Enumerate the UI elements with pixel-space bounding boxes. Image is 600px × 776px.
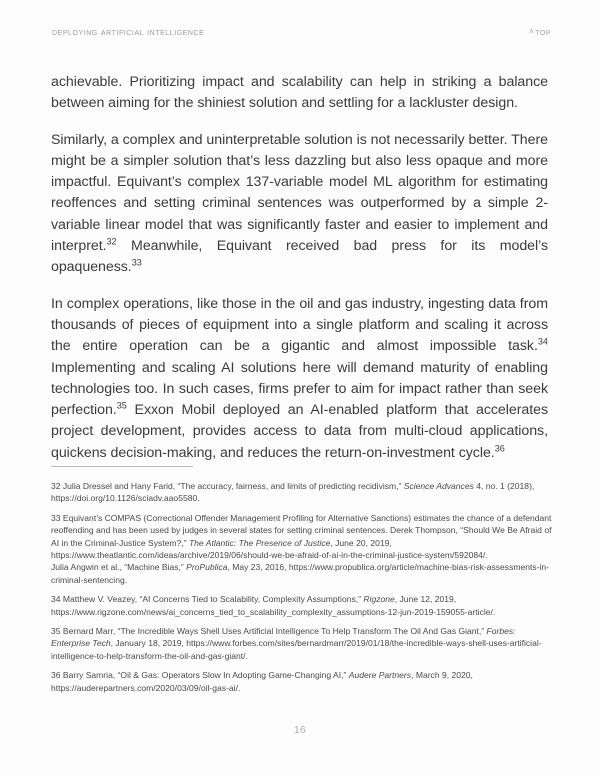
footnote-text: , June 12, 2019, https://www.rigzone.com/news/ai_concerns_tied_to_scalability_complexity_assumptions-12-jun-2019-159055-article/. <box>51 594 496 617</box>
footnote-35 <box>51 625 552 662</box>
paragraph-achievable <box>51 72 548 115</box>
footnote-text: 33 Equivant’s COMPAS (Correctional Offender Management Profiling for Alternative Sanctions) estimates the chance of a defendant reoffending and has been used by judges in several states for setting criminal sentences. Derek Thompson, “Should We Be Afraid of AI in the Criminal-Justice System?,” <box>51 512 552 548</box>
body-text-column <box>51 72 548 464</box>
footnote-text: , January 18, 2019, https://www.forbes.com/sites/bernardmarr/2019/01/18/the-incredible-ways-shell-uses-artificial-intelligence-to-help-transform-the-oil-and-gas-giant/. <box>51 638 542 661</box>
footnote-italic-title: The Atlantic: The Presence of Justice <box>188 537 331 548</box>
page-number: 16 <box>294 725 306 736</box>
footnote-33 <box>51 512 552 586</box>
footnote-ref-36[interactable]: 36 <box>494 443 505 454</box>
footnote-36 <box>51 669 552 694</box>
footnote-text: , May 23, 2016, https://www.propublica.org/article/machine-bias-risk-assessments-in-criminal-sentencing. <box>51 562 550 585</box>
running-head <box>52 24 551 40</box>
footnote-32 <box>51 480 552 505</box>
footnote-ref-35[interactable]: 35 <box>116 400 127 411</box>
paragraph-text: Implementing and scaling AI solutions here will demand maturity of enabling technologies too. In such cases, firms prefer to aim for impact rather than seek perfection. <box>51 359 548 419</box>
back-to-top-label: top <box>535 26 551 38</box>
footnote-text: 35 Bernard Marr, “The Incredible Ways Shell Uses Artificial Intelligence To Help Transform The Oil And Gas Giant,” <box>51 626 487 637</box>
paragraph-text: In complex operations, like those in the oil and gas industry, ingesting data from thousands of pieces of equipment into a single platform and scaling it across the entire operation can be a gigantic and almost impossible task. <box>51 295 548 355</box>
footnote-italic-title: ProPublica <box>186 562 228 573</box>
footnote-italic-title: Science Advances <box>403 481 474 491</box>
footnote-ref-32[interactable]: 32 <box>106 236 117 247</box>
footnote-text: 36 Barry Samria, “Oil & Gas: Operators Slow In Adopting Game-Changing AI,” <box>51 670 349 681</box>
footnote-italic-title: Forbes: Enterprise Tech <box>51 626 516 649</box>
paragraph-text: Exxon Mobil deployed an AI-enabled platform that accelerates project development, provides access to data from multi-cloud applications, quickens decision-making, and reduces the return-on-investment cycle. <box>51 402 548 461</box>
footnote-text: , June 20, 2019, https://www.theatlantic.com/ideas/archive/2019/06/should-we-be-afraid-of-ai-in-the-criminal-justice-system/592084/. <box>51 537 488 561</box>
back-to-top-link[interactable] <box>529 27 551 38</box>
footnote-separator-rule <box>51 466 193 467</box>
footnote-italic-title: Rigzone <box>363 594 395 605</box>
footnote-34 <box>51 593 552 618</box>
footnote-italic-title: Audere Partners <box>348 670 412 681</box>
running-head-title: deploying artificial intelligence <box>52 27 205 37</box>
footnote-text: 34 Matthew V. Veazey, “AI Concerns Tied to Scalability, Complexity Assumptions,” <box>51 594 364 605</box>
footnote-text: 4, no. 1 (2018), https://doi.org/10.1126/sciadv.aao5580. <box>51 481 535 504</box>
paragraph-text: achievable. Prioritizing impact and scalability can help in striking a balance between aiming for the shiniest solution and settling for a lackluster design. <box>51 74 548 112</box>
footnote-text: , March 9, 2020, https://auderepartners.com/2020/03/09/oil-gas-ai/. <box>51 670 473 693</box>
chevron-up-icon: ˄ <box>529 26 535 36</box>
footnote-text: Julia Angwin et al., “Machine Bias,” <box>51 562 187 573</box>
footnotes-section <box>51 466 552 694</box>
footnote-ref-34[interactable]: 34 <box>537 336 548 347</box>
paragraph-text: Meanwhile, Equivant received bad press for its model’s opaqueness. <box>51 238 548 276</box>
paragraph-similarly <box>51 130 548 279</box>
footnote-ref-33[interactable]: 33 <box>131 257 142 268</box>
footnote-text: 32 Julia Dressel and Hany Farid, “The accuracy, fairness, and limits of predicting recidivism,” <box>51 481 404 491</box>
paragraph-complex-operations <box>51 294 548 464</box>
paragraph-text: Similarly, a complex and uninterpretable solution is not necessarily better. There might be a simpler solution that’s less dazzling but also less opaque and more impactful. Equivant’s complex 137-variable model ML algorithm for estimating reoffences and setting criminal sentences was outperformed by a simple 2-variable linear model that was significantly faster and easier to implement and interpret. <box>51 131 548 255</box>
